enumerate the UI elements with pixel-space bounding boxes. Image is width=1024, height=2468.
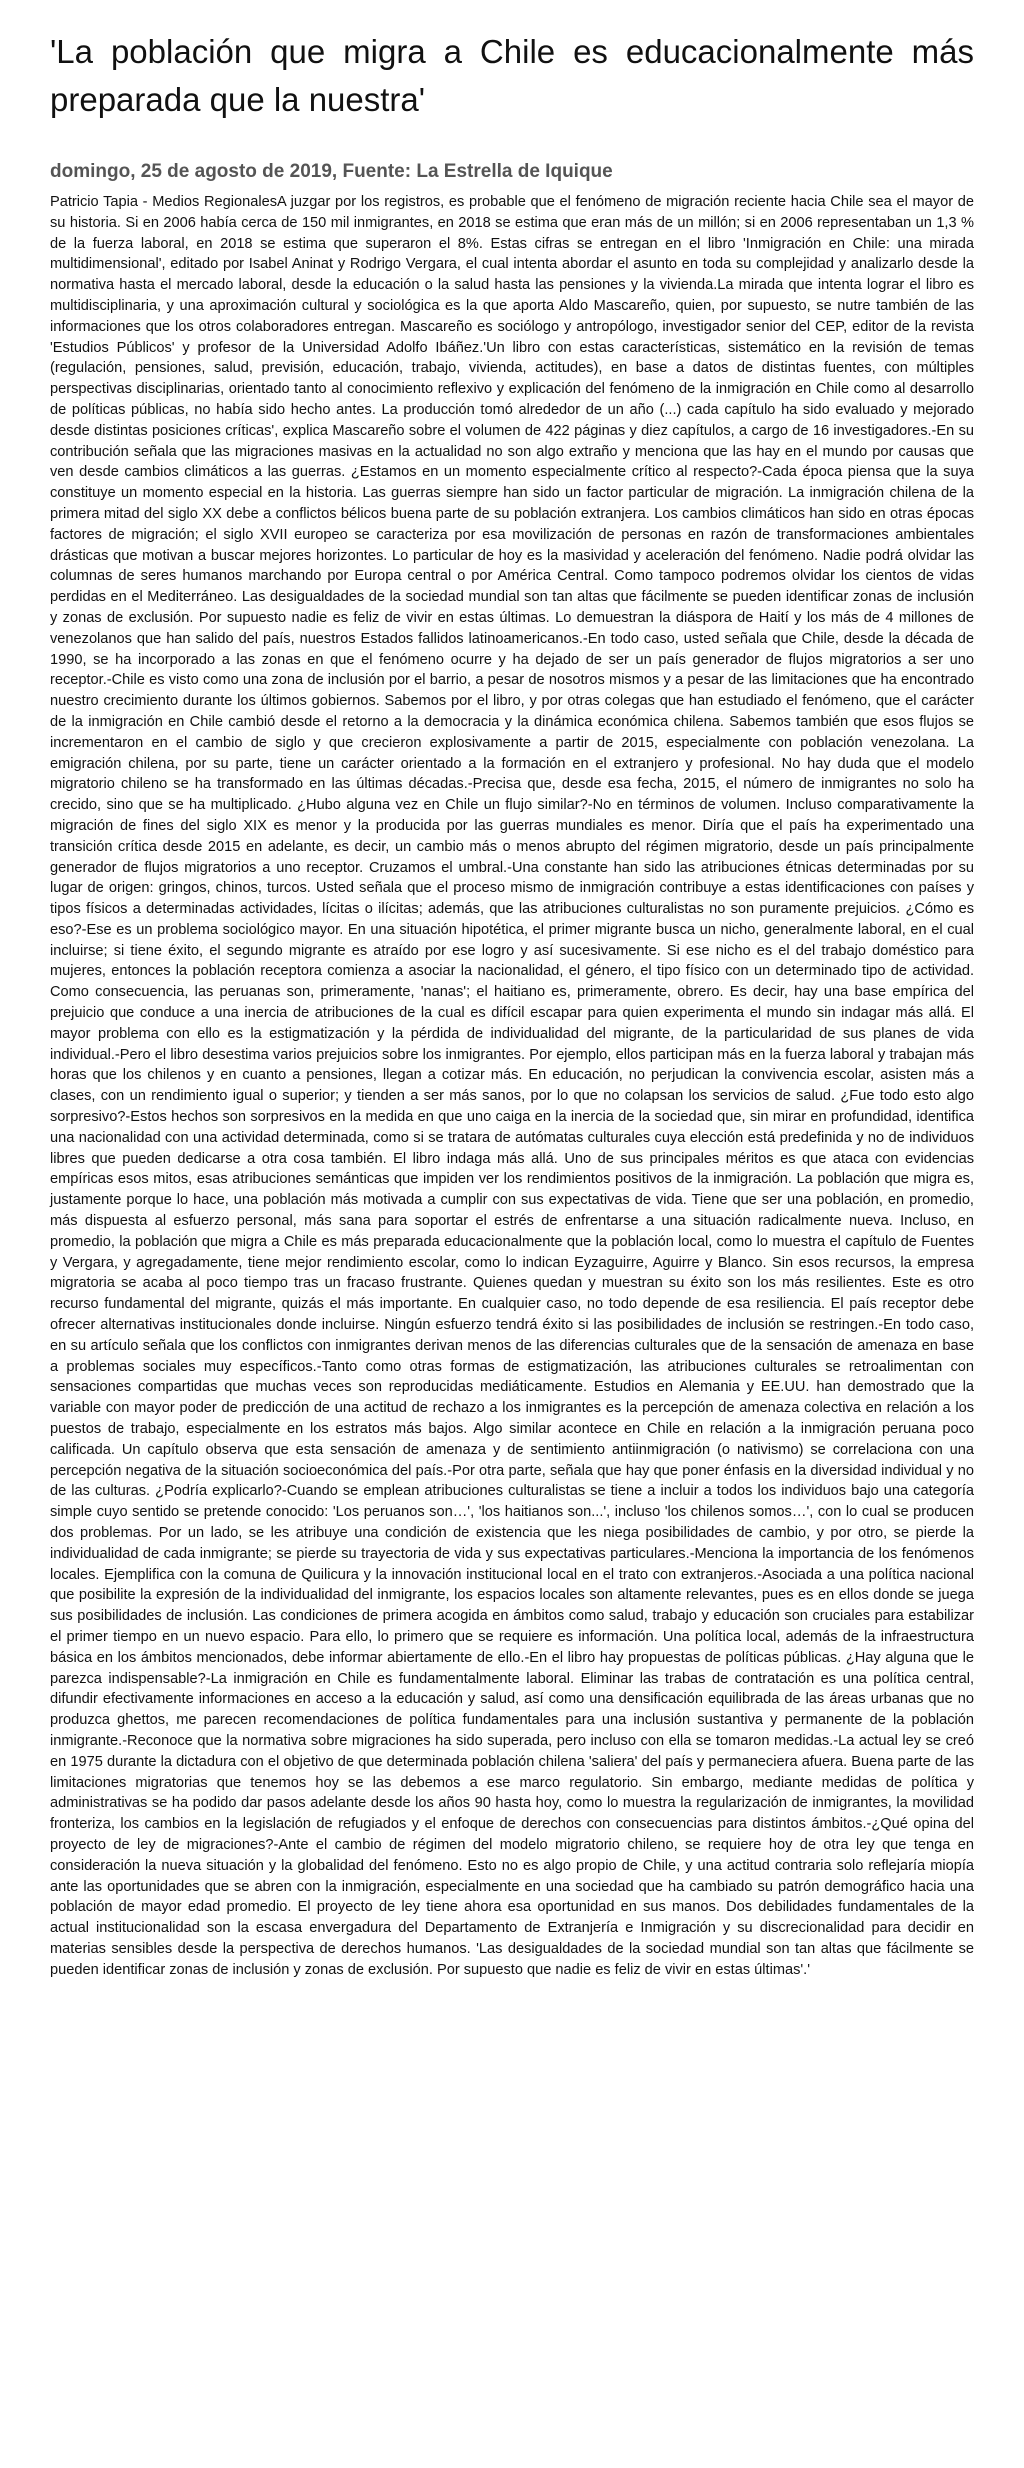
article-body: Patricio Tapia - Medios RegionalesA juzgar por los registros, es probable que el fenómeno de migración reciente hacia Chile sea el mayor de su historia. Si en 2006 había cerca de 150 mil inmigrantes, en 2018 se estima que eran más de un millón; si en 2006 representaban un 1,3 % de la fuerza laboral, en 2018 se estima que superaron el 8%. Estas cifras se entregan en el libro 'Inmigración en Chile: una mirada multidimensional', editado por Isabel Aninat y Rodrigo Vergara, el cual intenta abordar el asunto en toda su complejidad y analizarlo desde la normativa hasta el mercado laboral, desde la educación o la salud hasta las pensiones y la vivienda.La mirada que intenta lograr el libro es multidisciplinaria, y una aproximación cultural y sociológica es la que aporta Aldo Mascareño, quien, por supuesto, se nutre también de las informaciones que los otros colaboradores entregan. Mascareño es sociólogo y antropólogo, investigador senior del CEP, editor de la revista 'Estudios Públicos' y profesor de la Universidad Adolfo Ibáñez.'Un libro con estas características, sistemático en la revisión de temas (regulación, pensiones, salud, previsión, educación, trabajo, vivienda, actitudes), en base a datos de distintas fuentes, con múltiples perspectivas disciplinarias, orientado tanto al conocimiento reflexivo y explicación del fenómeno de la inmigración en Chile como al desarrollo de políticas públicas, no había sido hecho antes. La producción tomó alrededor de un año (...) cada capítulo ha sido evaluado y mejorado desde distintas posiciones críticas', explica Mascareño sobre el volumen de 422 páginas y diez capítulos, a cargo de 16 investigadores.-En su contribución señala que las migraciones masivas en la actualidad no son algo extraño y menciona que las hay en el mundo por causas que ven desde cambios climáticos a las guerras. ¿Estamos en un momento especialmente crítico al respecto?-Cada época piensa que la suya constituye un momento especial en la historia. Las guerras siempre han sido un factor particular de migración. La inmigración chilena de la primera mitad del siglo XX debe a conflictos bélicos buena parte de su población extranjera. Los cambios climáticos han sido en otras épocas factores de migración; el siglo XVII europeo se caracteriza por esa movilización de personas en razón de transformaciones ambientales drásticas que motivan a buscar mejores horizontes. Lo particular de hoy es la masividad y aceleración del fenómeno. Nadie podrá olvidar las columnas de seres humanos marchando por Europa central o por América Central. Como tampoco podremos olvidar los cientos de vidas perdidas en el Mediterráneo. Las desigualdades de la sociedad mundial son tan altas que fácilmente se pueden identificar zonas de inclusión y zonas de exclusión. Por supuesto nadie es feliz de vivir en estas últimas. Lo demuestran la diáspora de Haití y los más de 4 millones de venezolanos que han salido del país, nuestros Estados fallidos latinoamericanos.-En todo caso, usted señala que Chile, desde la década de 1990, se ha incorporado a las zonas en que el fenómeno ocurre y ha dejado de ser un país generador de flujos migratorios a ser uno receptor.-Chile es visto como una zona de inclusión por el barrio, a pesar de nosotros mismos y a pesar de las limitaciones que ha encontrado nuestro crecimiento durante los últimos gobiernos. Sabemos por el libro, y por otras colegas que han estudiado el fenómeno, que el carácter de la inmigración en Chile cambió desde el retorno a la democracia y la dinámica económica chilena. Sabemos también que esos flujos se incrementaron en el cambio de siglo y que crecieron explosivamente a partir de 2015, especialmente con población venezolana. La emigración chilena, por su parte, tiene un carácter orientado a la formación en el extranjero y profesional. No hay duda que el modelo migratorio chileno se ha transformado en las últimas décadas.-Precisa que, desde esa fecha, 2015, el número de inmigrantes no solo ha crecido, sino que se ha multiplicado. ¿Hubo alguna vez en Chile un flujo similar?-No en términos de volumen. Incluso comparativamente la migración de fines del siglo XIX es menor y la producida por las guerras mundiales es menor. Diría que el país ha experimentado una transición crítica desde 2015 en adelante, es decir, un cambio más o menos abrupto del régimen migratorio, desde un país principalmente generador de flujos migratorios a uno receptor. Cruzamos el umbral.-Una constante han sido las atribuciones étnicas determinadas por su lugar de origen: gringos, chinos, turcos. Usted señala que el proceso mismo de inmigración contribuye a estas identificaciones con países y tipos físicos a determinadas actividades, lícitas o ilícitas; además, que las atribuciones culturalistas no son puramente prejuicios. ¿Cómo es eso?-Ese es un problema sociológico mayor. En una situación hipotética, el primer migrante busca un nicho, generalmente laboral, en el cual incluirse; si tiene éxito, el segundo migrante es atraído por ese logro y así sucesivamente. Si ese nicho es el del trabajo doméstico para mujeres, entonces la población receptora comienza a asociar la nacionalidad, el género, el tipo físico con un determinado tipo de actividad. Como consecuencia, las peruanas son, primeramente, 'nanas'; el haitiano es, primeramente, obrero. Es decir, hay una base empírica del prejuicio que conduce a una inercia de atribuciones de la cual es difícil escapar para quien experimenta el mundo sin indagar más allá. El mayor problema con ello es la estigmatización y la pérdida de individualidad del migrante, de la particularidad de sus planes de vida individual.-Pero el libro desestima varios prejuicios sobre los inmigrantes. Por ejemplo, ellos participan más en la fuerza laboral y trabajan más horas que los chilenos y en cuanto a pensiones, llegan a cotizar más. En educación, no perjudican la convivencia escolar, asisten más a clases, con un rendimiento igual o superior; y tienden a ser más sanos, por lo que no colapsan los servicios de salud. ¿Fue todo esto algo sorpresivo?-Estos hechos son sorpresivos en la medida en que uno caiga en la inercia de la sociedad que, sin mirar en profundidad, identifica una nacionalidad con una actividad determinada, como si se tratara de autómatas culturales cuya elección está predefinida y no de individuos libres que pueden dedicarse a otra cosa también. El libro indaga más allá. Uno de sus principales méritos es que ataca con evidencias empíricas esos mitos, esas atribuciones semánticas que impiden ver los rendimientos positivos de la inmigración. La población que migra es, justamente porque lo hace, una población más motivada a cumplir con sus expectativas de vida. Tiene que ser una población, en promedio, más dispuesta al esfuerzo personal, más sana para soportar el estrés de enfrentarse a una situación radicalmente nueva. Incluso, en promedio, la población que migra a Chile es más preparada educacionalmente que la población local, como lo muestra el capítulo de Fuentes y Vergara, y agregadamente, tiene mejor rendimiento escolar, como lo indican Eyzaguirre, Aguirre y Blanco. Sin esos recursos, la empresa migratoria se acaba al poco tiempo tras un fracaso frustrante. Quienes quedan y muestran su éxito son los más resilientes. Este es otro recurso fundamental del migrante, quizás el más importante. En cualquier caso, no todo depende de esa resiliencia. El país receptor debe ofrecer alternativas institucionales donde incluirse. Ningún esfuerzo tendrá éxito si las posibilidades de inclusión se restringen.-En todo caso, en su artículo señala que los conflictos con inmigrantes derivan menos de las diferencias culturales que de la sensación de amenaza en base a problemas sociales muy específicos.-Tanto como otras formas de estigmatización, las atribuciones culturales se retroalimentan con sensaciones compartidas que muchas veces son reproducidas mediáticamente. Estudios en Alemania y EE.UU. han demostrado que la variable con mayor poder de predicción de una actitud de rechazo a los inmigrantes es la percepción de amenaza colectiva en relación a los puestos de trabajo, especialmente en los estratos más bajos. Algo similar acontece en Chile en relación a la inmigración peruana poco calificada. Un capítulo observa que esta sensación de amenaza y de sentimiento antiinmigración (o nativismo) se correlaciona con una percepción negativa de la situación socioeconómica del país.-Por otra parte, señala que hay que poner énfasis en la diversidad individual y no de las culturas. ¿Podría explicarlo?-Cuando se emplean atribuciones culturalistas se tiene a incluir a todos los individuos bajo una categoría simple cuyo sentido se pretende conocido: 'Los peruanos son…', 'los haitianos son...', incluso 'los chilenos somos…', con lo cual se producen dos problemas. Por un lado, se les atribuye una condición de existencia que les niega posibilidades de cambio, y por otro, se pierde la individualidad de cada inmigrante; se pierde su trayectoria de vida y sus expectativas particulares.-Menciona la importancia de los fenómenos locales. Ejemplifica con la comuna de Quilicura y la innovación institucional local en el trato con extranjeros.-Asociada a una política nacional que posibilite la expresión de la individualidad del inmigrante, los espacios locales son altamente relevantes, pues es en ellos donde se juega sus posibilidades de inclusión. Las condiciones de primera acogida en ámbitos como salud, trabajo y educación son cruciales para estabilizar el primer tiempo en un nuevo espacio. Para ello, lo primero que se requiere es información. Una política local, además de la infraestructura básica en los ámbitos mencionados, debe informar abiertamente de ello.-En el libro hay propuestas de políticas públicas. ¿Hay alguna que le parezca indispensable?-La inmigración en Chile es fundamentalmente laboral. Eliminar las trabas de contratación es una política central, difundir efectivamente informaciones en acceso a la educación y salud, así como una densificación equilibrada de las áreas urbanas que no produzca ghettos, me parecen recomendaciones de política fundamentales para una inclusión sustantiva y permanente de la población inmigrante.-Reconoce que la normativa sobre migraciones ha sido superada, pero incluso con ella se tomaron medidas.-La actual ley se creó en 1975 durante la dictadura con el objetivo de que determinada población chilena 'saliera' del país y permaneciera afuera. Buena parte de las limitaciones migratorias que tenemos hoy se las debemos a ese marco regulatorio. Sin embargo, mediante medidas de política y administrativas se ha podido dar pasos adelante desde los años 90 hasta hoy, como lo muestra la regularización de inmigrantes, la movilidad fronteriza, los cambios en la legislación de refugiados y el enfoque de derechos con consecuencias para distintos ámbitos.-¿Qué opina del proyecto de ley de migraciones?-Ante el cambio de régimen del modelo migratorio chileno, se requiere hoy de otra ley que tenga en consideración la nueva situación y la globalidad del fenómeno. Esto no es algo propio de Chile, y una actitud contraria solo reflejaría miopía ante las oportunidades que se abren con la inmigración, especialmente en una sociedad que ha cambiado su patrón demográfico hacia una población de mayor edad promedio. El proyecto de ley tiene ahora esa oportunidad en sus manos. Dos debilidades fundamentales de la actual institucionalidad son la escasa envergadura del Departamento de Extranjería e Inmigración y su discrecionalidad para decidir en materias sensibles desde la perspectiva de derechos humanos. 'Las desigualdades de la sociedad mundial son tan altas que fácilmente se pueden identificar zonas de inclusión y zonas de exclusión. Por supuesto que nadie es feliz de vivir en estas últimas'.' (50, 194, 974, 1978)
article-date-source: domingo, 25 de agosto de 2019, Fuente: La Estrella de Iquique (50, 161, 613, 182)
article-title: 'La población que migra a Chile es educacionalmente más preparada que la nuestra' (50, 33, 974, 118)
